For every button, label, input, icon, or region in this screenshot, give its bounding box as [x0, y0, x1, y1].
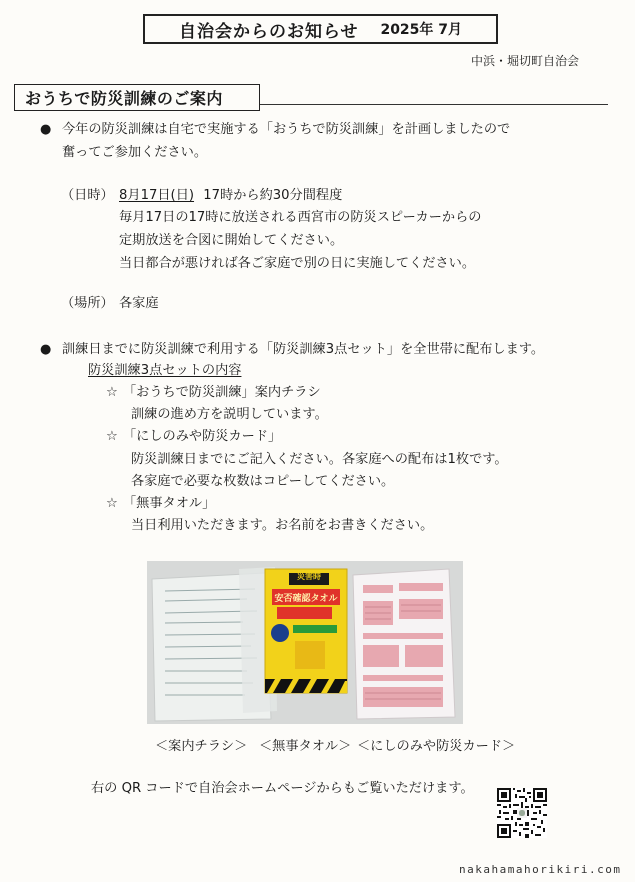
section-heading: おうちで防災訓練のご案内: [14, 84, 260, 111]
schedule-line-3: 定期放送を合図に開始してください。: [119, 233, 344, 248]
place-value: 各家庭: [119, 296, 159, 311]
kit-heading: 防災訓練3点セットの内容: [88, 363, 242, 378]
kit-item-name: 「おうちで防災訓練」案内チラシ: [123, 385, 321, 400]
intro-line-1: 今年の防災訓練は自宅で実施する「おうちで防災訓練」を計画しましたので: [62, 122, 511, 137]
schedule-line-4: 当日都合が悪ければ各ご家庭で別の日に実施してください。: [119, 256, 476, 271]
bullet-icon: ●: [40, 122, 52, 137]
kit-item-desc: 訓練の進め方を説明しています。: [131, 407, 328, 422]
schedule-label: （日時）: [61, 188, 114, 203]
notice-title: 自治会からのお知らせ: [178, 21, 359, 42]
heading-rule: [260, 104, 608, 105]
star-icon: ☆: [106, 429, 118, 444]
qr-note: 右の QR コードで自治会ホームページからもご覧いただけます。: [91, 781, 474, 796]
star-icon: ☆: [106, 496, 118, 511]
intro-line-2: 奮ってご参加ください。: [62, 145, 208, 160]
schedule-main-line: [119, 188, 342, 204]
kit-item-desc: 当日利用いただきます。お名前をお書きください。: [131, 518, 434, 533]
qr-code-icon[interactable]: [497, 788, 547, 838]
photo-caption-card: ＜にしのみや防災カード＞: [357, 739, 516, 754]
place-label: （場所）: [61, 296, 114, 311]
kit-item-desc: 防災訓練日までにご記入ください。各家庭への配布は1枚です。: [131, 452, 508, 467]
notice-title-box: [143, 14, 498, 44]
schedule-line-2: 毎月17日の17時に放送される西宮市の防災スピーカーからの: [119, 210, 482, 225]
kit-photo-illustration: [147, 561, 463, 724]
towel-text-top: 災害時: [297, 572, 321, 581]
photo-caption-towel: ＜無事タオル＞: [259, 739, 352, 754]
towel-text-main: 安否確認タオル: [274, 594, 338, 604]
notice-date: 2025年 7月: [380, 22, 463, 38]
kit-photo: [147, 561, 463, 724]
kit-item-desc: 各家庭で必要な枚数はコピーしてください。: [131, 474, 395, 489]
kit-item-name: 「にしのみや防災カード」: [123, 429, 282, 444]
star-icon: ☆: [106, 385, 118, 400]
schedule-date: 8月17日(日): [119, 188, 195, 203]
kit-line-1: 訓練日までに防災訓練で利用する「防災訓練3点セット」を全世帯に配布します。: [62, 342, 545, 357]
bullet-icon: ●: [40, 342, 52, 357]
organization-name: 中浜・堀切町自治会: [470, 54, 579, 68]
footer-url: nakahamahorikiri.com: [459, 863, 622, 876]
kit-item-name: 「無事タオル」: [123, 496, 216, 511]
photo-caption-flyer: ＜案内チラシ＞: [155, 739, 248, 754]
schedule-time: 17時から約30分間程度: [203, 188, 343, 203]
